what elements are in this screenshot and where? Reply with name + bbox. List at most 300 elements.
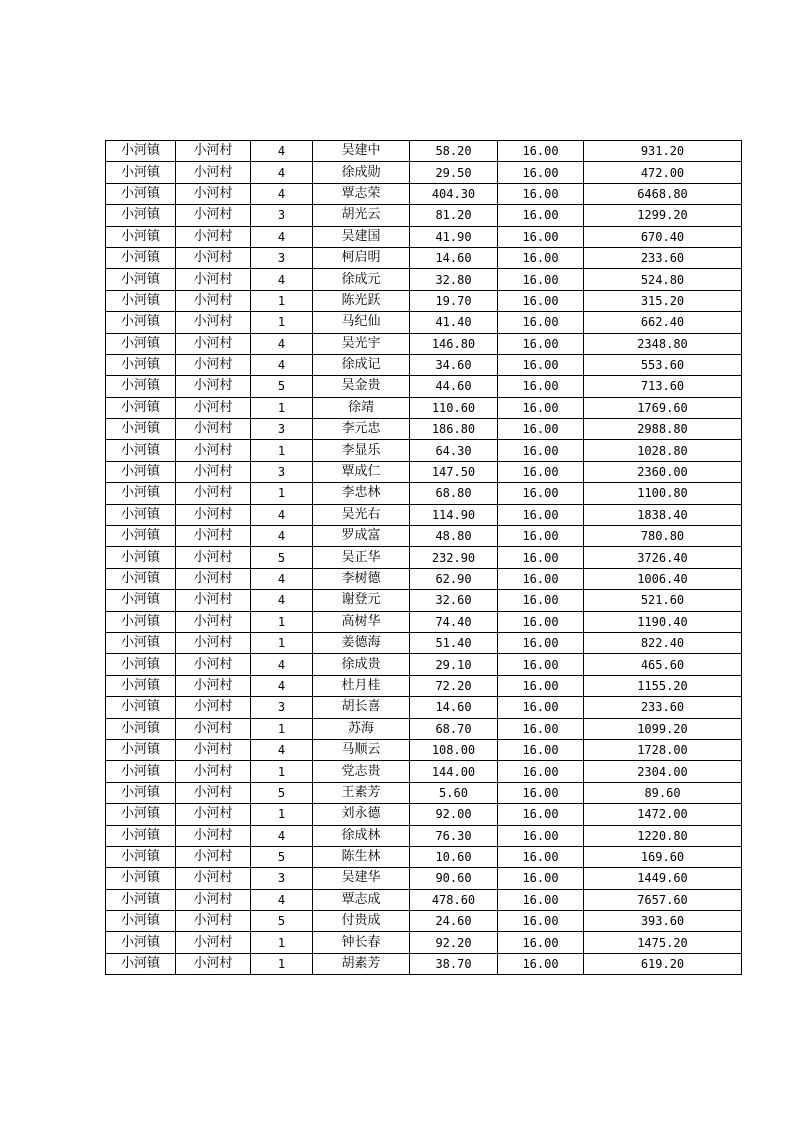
group-cell: 4 — [251, 739, 313, 760]
rate-cell: 16.00 — [498, 846, 584, 867]
village-cell: 小河村 — [176, 739, 251, 760]
area-cell: 92.00 — [410, 804, 498, 825]
village-cell: 小河村 — [176, 483, 251, 504]
town-cell: 小河镇 — [106, 590, 176, 611]
town-cell: 小河镇 — [106, 675, 176, 696]
table-row — [106, 162, 742, 183]
rate-cell: 16.00 — [498, 526, 584, 547]
rate-cell: 16.00 — [498, 632, 584, 653]
area-cell: 34.60 — [410, 354, 498, 375]
area-cell: 48.80 — [410, 526, 498, 547]
town-cell: 小河镇 — [106, 932, 176, 953]
amount-cell: 1100.80 — [584, 483, 742, 504]
table-row — [106, 846, 742, 867]
group-cell: 4 — [251, 333, 313, 354]
area-cell: 404.30 — [410, 183, 498, 204]
group-cell: 1 — [251, 953, 313, 974]
town-cell: 小河镇 — [106, 354, 176, 375]
town-cell: 小河镇 — [106, 868, 176, 889]
town-cell: 小河镇 — [106, 483, 176, 504]
name-cell: 覃志荣 — [313, 183, 410, 204]
town-cell: 小河镇 — [106, 953, 176, 974]
town-cell: 小河镇 — [106, 162, 176, 183]
village-cell: 小河村 — [176, 141, 251, 162]
area-cell: 38.70 — [410, 953, 498, 974]
rate-cell: 16.00 — [498, 354, 584, 375]
table-row — [106, 226, 742, 247]
town-cell: 小河镇 — [106, 761, 176, 782]
table-row — [106, 868, 742, 889]
village-cell: 小河村 — [176, 162, 251, 183]
town-cell: 小河镇 — [106, 825, 176, 846]
amount-cell: 6468.80 — [584, 183, 742, 204]
data-table — [105, 140, 742, 975]
village-cell: 小河村 — [176, 526, 251, 547]
area-cell: 29.50 — [410, 162, 498, 183]
area-cell: 72.20 — [410, 675, 498, 696]
group-cell: 1 — [251, 440, 313, 461]
table-row — [106, 739, 742, 760]
town-cell: 小河镇 — [106, 141, 176, 162]
rate-cell: 16.00 — [498, 205, 584, 226]
area-cell: 41.40 — [410, 312, 498, 333]
rate-cell: 16.00 — [498, 312, 584, 333]
village-cell: 小河村 — [176, 547, 251, 568]
amount-cell: 524.80 — [584, 269, 742, 290]
group-cell: 5 — [251, 782, 313, 803]
group-cell: 1 — [251, 483, 313, 504]
table-row — [106, 889, 742, 910]
amount-cell: 2988.80 — [584, 419, 742, 440]
table-row — [106, 675, 742, 696]
village-cell: 小河村 — [176, 911, 251, 932]
group-cell: 3 — [251, 461, 313, 482]
name-cell: 吴建华 — [313, 868, 410, 889]
area-cell: 478.60 — [410, 889, 498, 910]
group-cell: 4 — [251, 226, 313, 247]
group-cell: 4 — [251, 269, 313, 290]
name-cell: 李显乐 — [313, 440, 410, 461]
area-cell: 51.40 — [410, 632, 498, 653]
amount-cell: 2304.00 — [584, 761, 742, 782]
village-cell: 小河村 — [176, 333, 251, 354]
area-cell: 92.20 — [410, 932, 498, 953]
group-cell: 5 — [251, 547, 313, 568]
table-row — [106, 269, 742, 290]
rate-cell: 16.00 — [498, 461, 584, 482]
name-cell: 谢登元 — [313, 590, 410, 611]
amount-cell: 1449.60 — [584, 868, 742, 889]
rate-cell: 16.00 — [498, 782, 584, 803]
amount-cell: 713.60 — [584, 376, 742, 397]
town-cell: 小河镇 — [106, 632, 176, 653]
table-row — [106, 911, 742, 932]
amount-cell: 1475.20 — [584, 932, 742, 953]
name-cell: 吴光右 — [313, 504, 410, 525]
amount-cell: 169.60 — [584, 846, 742, 867]
name-cell: 徐成林 — [313, 825, 410, 846]
area-cell: 62.90 — [410, 568, 498, 589]
table-row — [106, 953, 742, 974]
village-cell: 小河村 — [176, 846, 251, 867]
rate-cell: 16.00 — [498, 932, 584, 953]
village-cell: 小河村 — [176, 290, 251, 311]
amount-cell: 7657.60 — [584, 889, 742, 910]
rate-cell: 16.00 — [498, 675, 584, 696]
group-cell: 5 — [251, 376, 313, 397]
town-cell: 小河镇 — [106, 718, 176, 739]
table-row — [106, 247, 742, 268]
rate-cell: 16.00 — [498, 162, 584, 183]
group-cell: 1 — [251, 397, 313, 418]
name-cell: 王素芳 — [313, 782, 410, 803]
amount-cell: 521.60 — [584, 590, 742, 611]
table-row — [106, 654, 742, 675]
rate-cell: 16.00 — [498, 804, 584, 825]
village-cell: 小河村 — [176, 247, 251, 268]
group-cell: 3 — [251, 697, 313, 718]
group-cell: 4 — [251, 889, 313, 910]
amount-cell: 1769.60 — [584, 397, 742, 418]
area-cell: 146.80 — [410, 333, 498, 354]
area-cell: 76.30 — [410, 825, 498, 846]
name-cell: 吴建中 — [313, 141, 410, 162]
village-cell: 小河村 — [176, 312, 251, 333]
name-cell: 姜德海 — [313, 632, 410, 653]
table-row — [106, 590, 742, 611]
name-cell: 陈光跃 — [313, 290, 410, 311]
amount-cell: 315.20 — [584, 290, 742, 311]
town-cell: 小河镇 — [106, 504, 176, 525]
name-cell: 杜月桂 — [313, 675, 410, 696]
area-cell: 41.90 — [410, 226, 498, 247]
town-cell: 小河镇 — [106, 397, 176, 418]
village-cell: 小河村 — [176, 504, 251, 525]
area-cell: 64.30 — [410, 440, 498, 461]
table-row — [106, 461, 742, 482]
village-cell: 小河村 — [176, 376, 251, 397]
table-row — [106, 354, 742, 375]
name-cell: 刘永德 — [313, 804, 410, 825]
table-row — [106, 205, 742, 226]
village-cell: 小河村 — [176, 269, 251, 290]
table-row — [106, 376, 742, 397]
rate-cell: 16.00 — [498, 547, 584, 568]
area-cell: 19.70 — [410, 290, 498, 311]
village-cell: 小河村 — [176, 205, 251, 226]
village-cell: 小河村 — [176, 697, 251, 718]
name-cell: 覃成仁 — [313, 461, 410, 482]
village-cell: 小河村 — [176, 889, 251, 910]
area-cell: 68.70 — [410, 718, 498, 739]
area-cell: 108.00 — [410, 739, 498, 760]
amount-cell: 3726.40 — [584, 547, 742, 568]
amount-cell: 2348.80 — [584, 333, 742, 354]
group-cell: 4 — [251, 141, 313, 162]
rate-cell: 16.00 — [498, 718, 584, 739]
rate-cell: 16.00 — [498, 825, 584, 846]
group-cell: 1 — [251, 632, 313, 653]
group-cell: 1 — [251, 932, 313, 953]
rate-cell: 16.00 — [498, 889, 584, 910]
amount-cell: 780.80 — [584, 526, 742, 547]
village-cell: 小河村 — [176, 718, 251, 739]
area-cell: 186.80 — [410, 419, 498, 440]
rate-cell: 16.00 — [498, 654, 584, 675]
group-cell: 1 — [251, 312, 313, 333]
rate-cell: 16.00 — [498, 290, 584, 311]
area-cell: 110.60 — [410, 397, 498, 418]
village-cell: 小河村 — [176, 761, 251, 782]
village-cell: 小河村 — [176, 397, 251, 418]
group-cell: 4 — [251, 526, 313, 547]
name-cell: 高树华 — [313, 611, 410, 632]
name-cell: 吴正华 — [313, 547, 410, 568]
rate-cell: 16.00 — [498, 868, 584, 889]
town-cell: 小河镇 — [106, 697, 176, 718]
village-cell: 小河村 — [176, 226, 251, 247]
table-row — [106, 290, 742, 311]
area-cell: 14.60 — [410, 697, 498, 718]
village-cell: 小河村 — [176, 568, 251, 589]
amount-cell: 662.40 — [584, 312, 742, 333]
amount-cell: 472.00 — [584, 162, 742, 183]
town-cell: 小河镇 — [106, 376, 176, 397]
village-cell: 小河村 — [176, 632, 251, 653]
area-cell: 24.60 — [410, 911, 498, 932]
rate-cell: 16.00 — [498, 333, 584, 354]
group-cell: 4 — [251, 354, 313, 375]
amount-cell: 822.40 — [584, 632, 742, 653]
table-row — [106, 504, 742, 525]
amount-cell: 393.60 — [584, 911, 742, 932]
group-cell: 1 — [251, 718, 313, 739]
name-cell: 李忠林 — [313, 483, 410, 504]
area-cell: 29.10 — [410, 654, 498, 675]
rate-cell: 16.00 — [498, 697, 584, 718]
amount-cell: 89.60 — [584, 782, 742, 803]
group-cell: 3 — [251, 419, 313, 440]
area-cell: 32.80 — [410, 269, 498, 290]
group-cell: 3 — [251, 868, 313, 889]
rate-cell: 16.00 — [498, 761, 584, 782]
rate-cell: 16.00 — [498, 397, 584, 418]
name-cell: 柯启明 — [313, 247, 410, 268]
rate-cell: 16.00 — [498, 504, 584, 525]
town-cell: 小河镇 — [106, 547, 176, 568]
name-cell: 胡长喜 — [313, 697, 410, 718]
rate-cell: 16.00 — [498, 483, 584, 504]
rate-cell: 16.00 — [498, 911, 584, 932]
amount-cell: 233.60 — [584, 697, 742, 718]
amount-cell: 1220.80 — [584, 825, 742, 846]
group-cell: 1 — [251, 290, 313, 311]
table-row — [106, 333, 742, 354]
town-cell: 小河镇 — [106, 782, 176, 803]
amount-cell: 1028.80 — [584, 440, 742, 461]
rate-cell: 16.00 — [498, 376, 584, 397]
town-cell: 小河镇 — [106, 419, 176, 440]
table-row — [106, 782, 742, 803]
group-cell: 5 — [251, 911, 313, 932]
amount-cell: 1006.40 — [584, 568, 742, 589]
town-cell: 小河镇 — [106, 739, 176, 760]
town-cell: 小河镇 — [106, 333, 176, 354]
group-cell: 4 — [251, 568, 313, 589]
name-cell: 李树德 — [313, 568, 410, 589]
name-cell: 徐靖 — [313, 397, 410, 418]
amount-cell: 1472.00 — [584, 804, 742, 825]
rate-cell: 16.00 — [498, 440, 584, 461]
town-cell: 小河镇 — [106, 312, 176, 333]
town-cell: 小河镇 — [106, 568, 176, 589]
town-cell: 小河镇 — [106, 804, 176, 825]
table-row — [106, 804, 742, 825]
name-cell: 吴建国 — [313, 226, 410, 247]
town-cell: 小河镇 — [106, 290, 176, 311]
area-cell: 68.80 — [410, 483, 498, 504]
village-cell: 小河村 — [176, 675, 251, 696]
area-cell: 14.60 — [410, 247, 498, 268]
village-cell: 小河村 — [176, 419, 251, 440]
table-row — [106, 183, 742, 204]
amount-cell: 1155.20 — [584, 675, 742, 696]
amount-cell: 1190.40 — [584, 611, 742, 632]
name-cell: 党志贵 — [313, 761, 410, 782]
town-cell: 小河镇 — [106, 205, 176, 226]
table-row — [106, 440, 742, 461]
table-row — [106, 547, 742, 568]
amount-cell: 233.60 — [584, 247, 742, 268]
rate-cell: 16.00 — [498, 611, 584, 632]
rate-cell: 16.00 — [498, 953, 584, 974]
group-cell: 4 — [251, 675, 313, 696]
town-cell: 小河镇 — [106, 247, 176, 268]
amount-cell: 553.60 — [584, 354, 742, 375]
table-row — [106, 312, 742, 333]
name-cell: 苏海 — [313, 718, 410, 739]
area-cell: 58.20 — [410, 141, 498, 162]
town-cell: 小河镇 — [106, 526, 176, 547]
table-row — [106, 397, 742, 418]
name-cell: 吴光宇 — [313, 333, 410, 354]
group-cell: 4 — [251, 654, 313, 675]
area-cell: 10.60 — [410, 846, 498, 867]
area-cell: 81.20 — [410, 205, 498, 226]
village-cell: 小河村 — [176, 440, 251, 461]
group-cell: 1 — [251, 804, 313, 825]
village-cell: 小河村 — [176, 590, 251, 611]
name-cell: 吴金贵 — [313, 376, 410, 397]
village-cell: 小河村 — [176, 611, 251, 632]
village-cell: 小河村 — [176, 461, 251, 482]
name-cell: 胡素芳 — [313, 953, 410, 974]
area-cell: 44.60 — [410, 376, 498, 397]
table-row — [106, 419, 742, 440]
area-cell: 5.60 — [410, 782, 498, 803]
area-cell: 232.90 — [410, 547, 498, 568]
table-row — [106, 825, 742, 846]
name-cell: 罗成富 — [313, 526, 410, 547]
table-row — [106, 697, 742, 718]
village-cell: 小河村 — [176, 932, 251, 953]
rate-cell: 16.00 — [498, 141, 584, 162]
town-cell: 小河镇 — [106, 269, 176, 290]
table-row — [106, 632, 742, 653]
group-cell: 5 — [251, 846, 313, 867]
table-row — [106, 141, 742, 162]
rate-cell: 16.00 — [498, 590, 584, 611]
town-cell: 小河镇 — [106, 611, 176, 632]
group-cell: 4 — [251, 504, 313, 525]
village-cell: 小河村 — [176, 782, 251, 803]
area-cell: 147.50 — [410, 461, 498, 482]
town-cell: 小河镇 — [106, 889, 176, 910]
group-cell: 3 — [251, 247, 313, 268]
group-cell: 1 — [251, 611, 313, 632]
name-cell: 徐成勋 — [313, 162, 410, 183]
name-cell: 徐成贵 — [313, 654, 410, 675]
town-cell: 小河镇 — [106, 461, 176, 482]
name-cell: 钟长春 — [313, 932, 410, 953]
table-row — [106, 483, 742, 504]
town-cell: 小河镇 — [106, 440, 176, 461]
rate-cell: 16.00 — [498, 739, 584, 760]
amount-cell: 1838.40 — [584, 504, 742, 525]
amount-cell: 931.20 — [584, 141, 742, 162]
name-cell: 徐成元 — [313, 269, 410, 290]
name-cell: 胡光云 — [313, 205, 410, 226]
amount-cell: 2360.00 — [584, 461, 742, 482]
town-cell: 小河镇 — [106, 183, 176, 204]
village-cell: 小河村 — [176, 183, 251, 204]
area-cell: 74.40 — [410, 611, 498, 632]
group-cell: 4 — [251, 183, 313, 204]
rate-cell: 16.00 — [498, 568, 584, 589]
table-row — [106, 568, 742, 589]
amount-cell: 1728.00 — [584, 739, 742, 760]
table-row — [106, 611, 742, 632]
group-cell: 4 — [251, 590, 313, 611]
village-cell: 小河村 — [176, 354, 251, 375]
town-cell: 小河镇 — [106, 846, 176, 867]
town-cell: 小河镇 — [106, 911, 176, 932]
name-cell: 徐成记 — [313, 354, 410, 375]
name-cell: 陈生林 — [313, 846, 410, 867]
amount-cell: 619.20 — [584, 953, 742, 974]
rate-cell: 16.00 — [498, 419, 584, 440]
town-cell: 小河镇 — [106, 226, 176, 247]
group-cell: 4 — [251, 162, 313, 183]
amount-cell: 1099.20 — [584, 718, 742, 739]
table-body — [106, 141, 742, 975]
name-cell: 马顺云 — [313, 739, 410, 760]
area-cell: 144.00 — [410, 761, 498, 782]
amount-cell: 1299.20 — [584, 205, 742, 226]
group-cell: 4 — [251, 825, 313, 846]
area-cell: 32.60 — [410, 590, 498, 611]
rate-cell: 16.00 — [498, 269, 584, 290]
table-row — [106, 718, 742, 739]
village-cell: 小河村 — [176, 654, 251, 675]
town-cell: 小河镇 — [106, 654, 176, 675]
rate-cell: 16.00 — [498, 183, 584, 204]
name-cell: 覃志成 — [313, 889, 410, 910]
village-cell: 小河村 — [176, 868, 251, 889]
village-cell: 小河村 — [176, 804, 251, 825]
table-row — [106, 761, 742, 782]
amount-cell: 670.40 — [584, 226, 742, 247]
